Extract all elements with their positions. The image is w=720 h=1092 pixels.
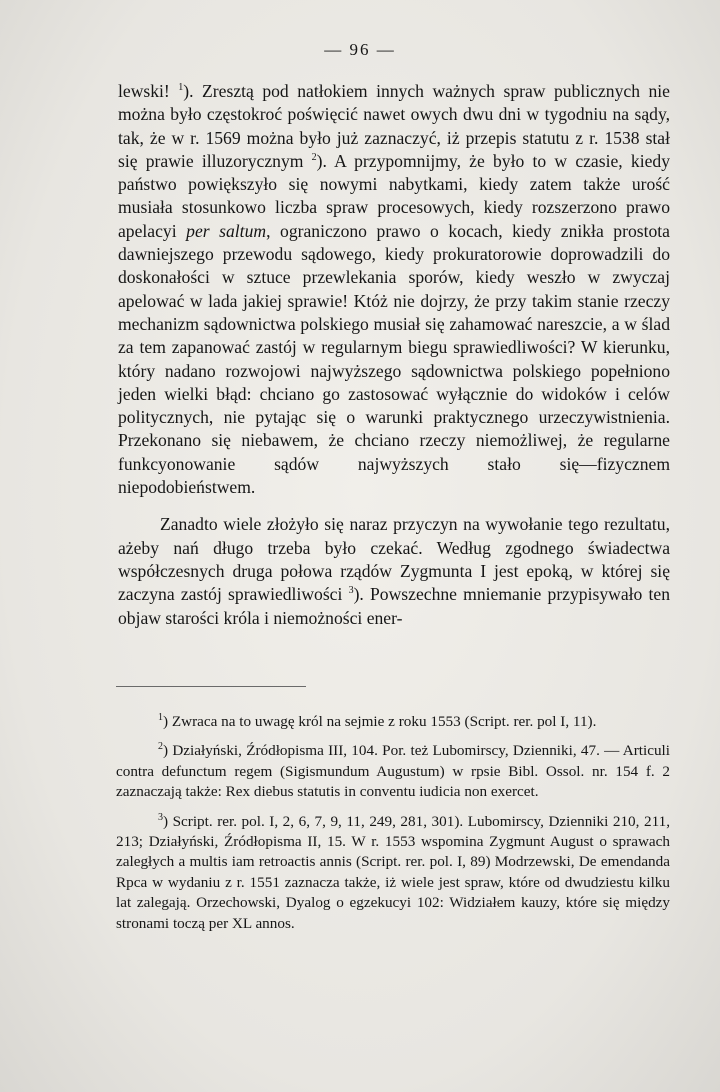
footnote bbox=[116, 812, 670, 934]
page-number: — 96 — bbox=[324, 40, 396, 59]
text-run: lewski! bbox=[118, 81, 179, 101]
body-paragraph bbox=[118, 80, 670, 499]
footnote-marker: 3 bbox=[348, 585, 354, 597]
text-run: , ograniczono prawo o kocach, kiedy znikła prostota dawniejszego przewodu sądowego, kiedy prokuratorowie doprowadzili do doskonałości w sztuce przewlekania sporów, kiedy weszło w zwyczaj apelować w lada jakiej sprawie! Któż nie dojrzy, że przy takim stanie rzeczy mechanizm sądownictwa polskiego musiał się zahamować nareszcie, a w ślad za tem zapanować zastój w regularnym biegu sprawiedliwości? W kierunku, który nadano rozwojowi najwyższego sądownictwa polskiego popełniono jeden wielki błąd: chciano go zastosować wyłącznie do widoków i celów politycznych, nie pytając się o warunki praktycznego urzeczywistnienia. Przekonano się niebawem, że chciano rzeczy niemożliwej, że regularne funkcyonowanie sądów najwyższych stało się—fizycznem niepodobieństwem. bbox=[118, 220, 670, 498]
footnote-marker: 3 bbox=[158, 811, 163, 823]
footnotes bbox=[116, 712, 670, 943]
text-run: ) Script. rer. pol. I, 2, 6, 7, 9, 11, 249, 281, 301). Lubomirscy, Dzienniki 210, 211, 213; Działyński, Źródłopisma II, 15. W r. 1553 wspomina Zygmunt August o sprawach zaległych a multis iam retroactis annis (Script. rer. pol. I, 89) Modrzewski, De emendanda Rpca w wydaniu z r. 1551 zaznacza także, iż wiele jest spraw, które od dwudziestu kilku lat zalegają. Orzechowski, Dyalog o egzekucyi 102: Widziałem kauzy, które się między stronami toczą per XL annos. bbox=[116, 812, 670, 932]
footnote bbox=[116, 741, 670, 802]
footnote-marker: 2 bbox=[311, 152, 317, 164]
text-run: ). A przypomnijmy, że było to w czasie, kiedy państwo powiększyło się nowymi nabytkami, kiedy zatem także urość musiała stosunkowo liczba spraw procesowych, kiedy rozszerzono prawo apelacyi bbox=[118, 150, 670, 241]
footnote-marker: 1 bbox=[178, 82, 184, 94]
footnote-marker: 1 bbox=[158, 711, 163, 723]
text-run: ) Zwraca na to uwagę król na sejmie z roku 1553 (Script. rer. pol I, 11). bbox=[163, 713, 597, 730]
footnote-marker: 2 bbox=[158, 741, 163, 753]
body-paragraph bbox=[118, 513, 670, 629]
text-run: ). Zresztą pod natłokiem innych ważnych spraw publicznych nie można było częstokroć poświęcić nawet owych dwu dni w tygodniu na sądy, tak, że w r. 1569 można było już zaznaczyć, iż przepis statutu z r. 1538 stał się prawie illuzorycznym bbox=[118, 81, 670, 171]
text-run: ) Działyński, Źródłopisma III, 104. Por. też Lubomirscy, Dzienniki, 47. — Articuli contra defunctum regem (Sigismundum Augustum) w rpsie Bibl. Ossol. nr. 154 f. 2 zaznaczają także: Rex diebus statutis in conventu iudicia non exercet. bbox=[116, 742, 670, 801]
main-text bbox=[118, 80, 670, 630]
text-run: ). Powszechne mniemanie przypisywało ten objaw starości króla i niemożności ener- bbox=[118, 584, 670, 628]
text-run: Zanadto wiele złożyło się naraz przyczyn na wywołanie tego rezultatu, ażeby nań długo trzeba było czekać. Według zgodnego świadectwa współczesnych druga połowa rządów Zygmunta I jest epoką, w której się zaczyna zastój sprawiedliwości bbox=[118, 514, 670, 605]
footnote-separator bbox=[116, 686, 306, 687]
italic-phrase: per saltum bbox=[186, 220, 267, 241]
footnote bbox=[116, 712, 670, 732]
